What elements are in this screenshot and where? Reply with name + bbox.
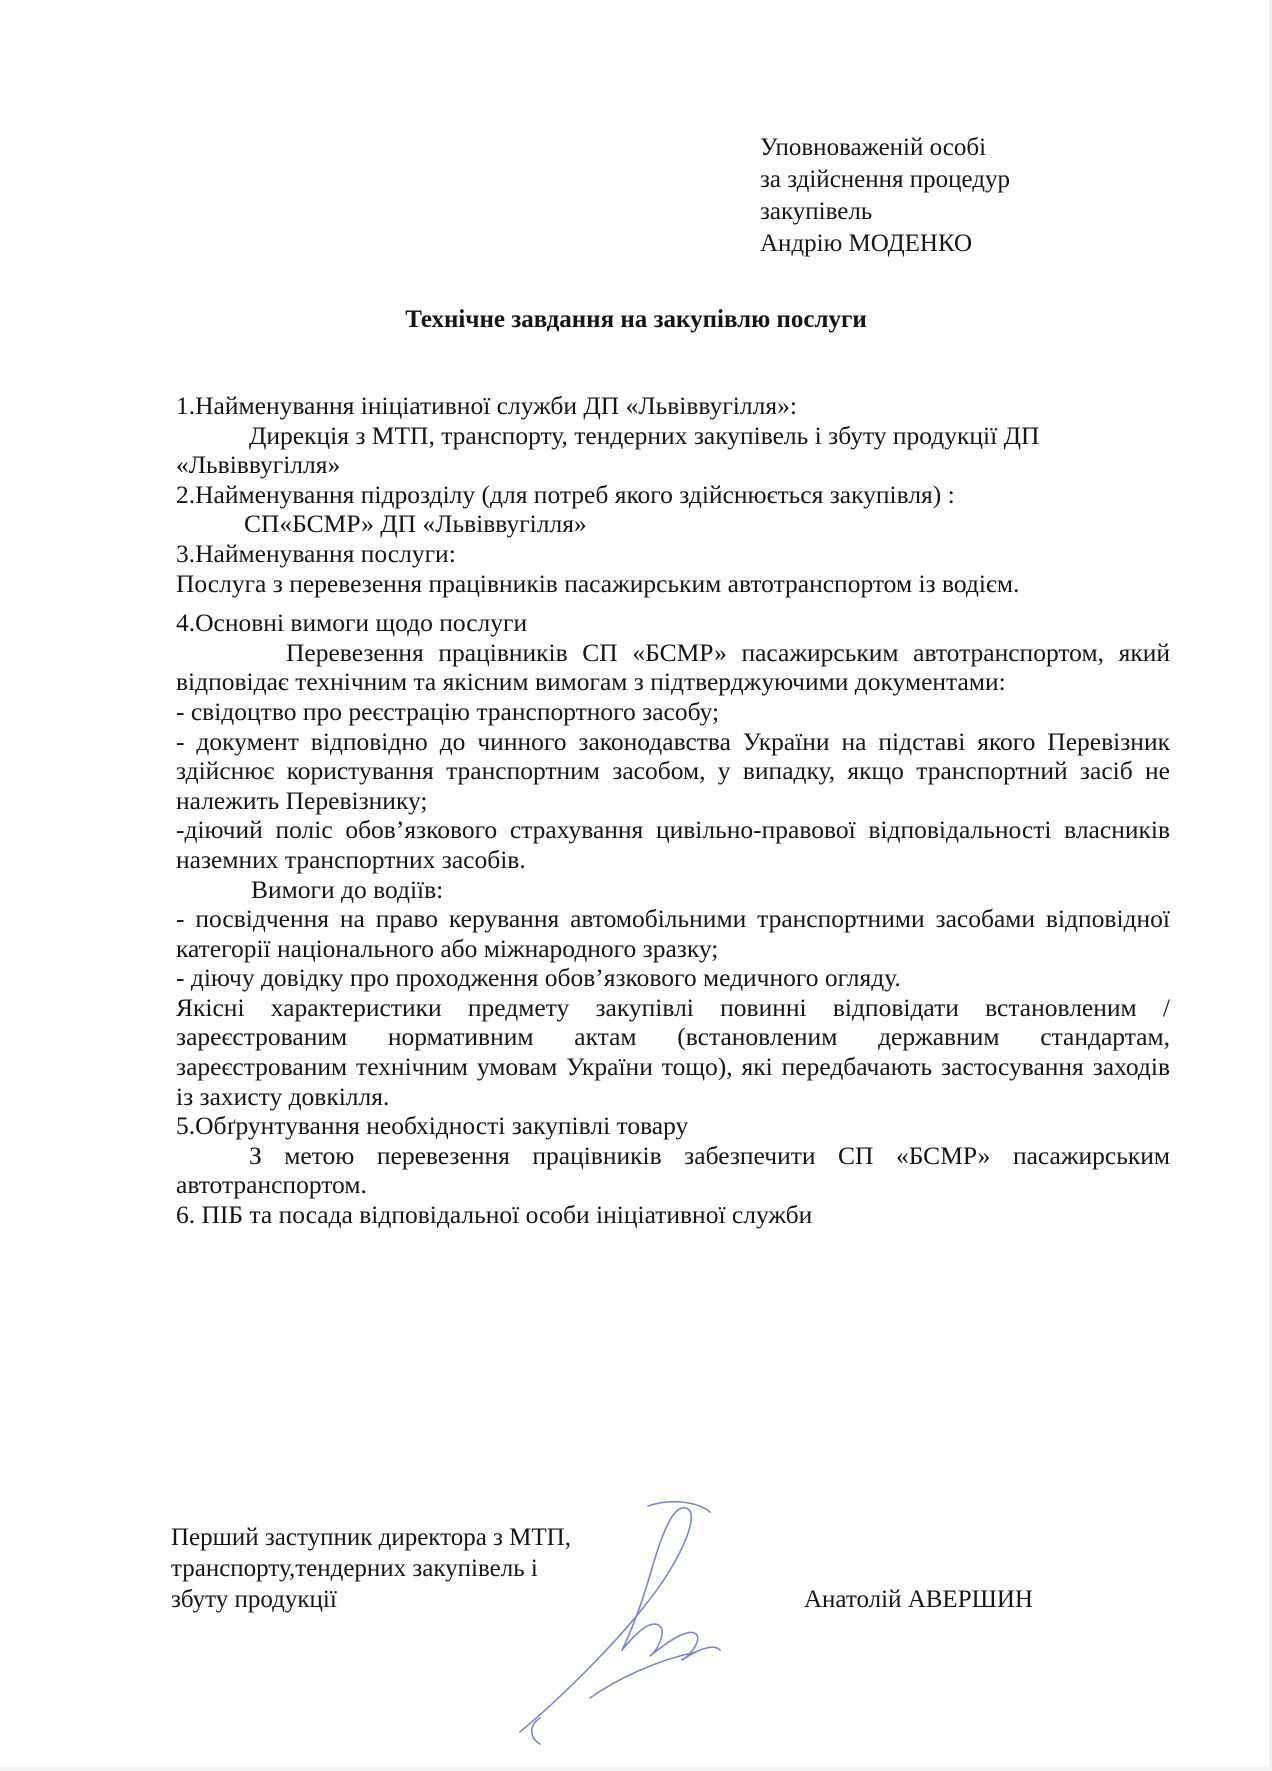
driver-requirement-item: - діючу довідку про проходження обов’язкового медичного огляду. bbox=[176, 963, 901, 993]
section-1-line-2: «Львіввугілля» bbox=[176, 450, 341, 480]
section-6-heading: 6. ПІБ та посада відповідальної особи ініціативної служби bbox=[176, 1200, 813, 1230]
signer-position-line: збуту продукції bbox=[171, 1586, 337, 1613]
section-2-value: СП«БСМР» ДП «Львіввугілля» bbox=[244, 509, 587, 539]
signer-position-line: транспорту,тендерних закупівель і bbox=[171, 1555, 538, 1582]
addressee-line: закупівель bbox=[760, 198, 873, 225]
scan-bottom-edge bbox=[0, 1767, 1272, 1771]
signer-name: Анатолій АВЕРШИН bbox=[804, 1586, 1033, 1613]
section-4-intro: Перевезення працівників СП «БСМР» пасажирським автотранспортом, який відповідає технічним та якісним вимогам з підтверджуючими документами: bbox=[176, 637, 1170, 697]
section-3-heading: 3.Найменування послуги: bbox=[176, 538, 456, 568]
section-3-value: Послуга з перевезення працівників пасажирським автотранспортом із водієм. bbox=[176, 568, 1020, 598]
addressee-line: Уповноваженій особі bbox=[760, 134, 987, 161]
driver-requirement-item: - посвідчення на право керування автомобільними транспортними засобами відповідної категорії національного або міжнародного зразку; bbox=[176, 904, 1170, 963]
signer-position-line: Перший заступник директора з МТП, bbox=[171, 1524, 571, 1551]
handwritten-signature bbox=[500, 1500, 800, 1750]
document-requirement-item: - свідоцтво про реєстрацію транспортного засобу; bbox=[176, 696, 720, 726]
quality-requirements: Якісні характеристики предмету закупівлі повинні відповідати встановленим /зареєстрованим нормативним актам (встановленим державним стандартам, зареєстрованим технічним умовам України тощо), які передбачають застосування заходів із захисту довкілля. bbox=[176, 992, 1170, 1111]
addressee-block bbox=[760, 132, 1010, 260]
section-5-heading: 5.Обґрунтування необхідності закупівлі товару bbox=[176, 1111, 689, 1141]
section-1-heading: 1.Найменування ініціативної служби ДП «Львіввугілля»: bbox=[176, 391, 797, 420]
document-title: Технічне завдання на закупівлю послуги bbox=[405, 306, 867, 333]
drivers-heading: Вимоги до водіїв: bbox=[251, 874, 444, 904]
document-body bbox=[176, 391, 1170, 1230]
section-2-heading: 2.Найменування підрозділу (для потреб якого здійснюється закупівля) : bbox=[176, 479, 955, 509]
document-requirement-item: - документ відповідно до чинного законодавства України на підставі якого Перевізник здійснює користування транспортним засобом, у випадку, якщо транспортний засіб не належить Перевізнику; bbox=[176, 726, 1170, 815]
section-4-heading: 4.Основні вимоги щодо послуги bbox=[176, 608, 528, 638]
addressee-name: Андрію МОДЕНКО bbox=[760, 230, 973, 257]
addressee-line: за здійснення процедур bbox=[760, 166, 1011, 193]
section-1-line-1: Дирекція з МТП, транспорту, тендерних закупівель і збуту продукції ДП bbox=[249, 420, 1040, 450]
section-5-text: З метою перевезення працівників забезпечити СП «БСМР» пасажирським автотранспортом. bbox=[176, 1140, 1170, 1200]
document-requirement-item: -діючий поліс обов’язкового страхування цивільно-правової відповідальності власників наземних транспортних засобів. bbox=[176, 815, 1170, 874]
